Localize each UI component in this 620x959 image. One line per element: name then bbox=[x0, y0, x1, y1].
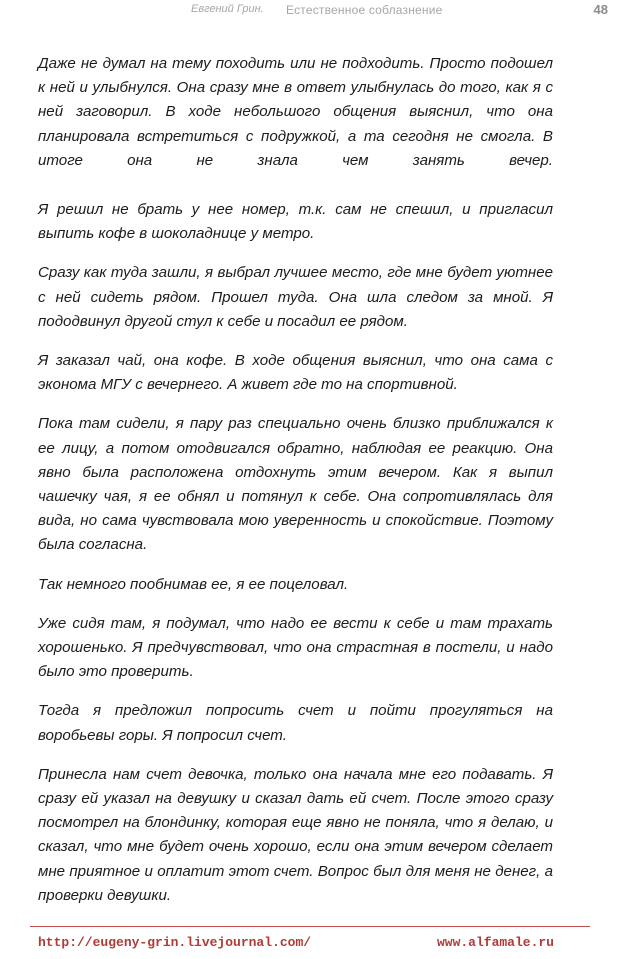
footer-site-link[interactable]: www.alfamale.ru bbox=[436, 935, 554, 950]
header-book-title: Естественное соблазнение bbox=[286, 3, 443, 17]
paragraph: Пока там сидели, я пару раз специально очень близко приближался к ее лицу, а потом отодвигался обратно, наблюдая ее реакцию. Она явно была расположена отдохнуть этим вечером. Как я выпил чашечку чая, я ее обнял и потянул к себе. Она сопротивлялась для вида, но сама чувствовала мою уверенность и спокойствие. Поэтому была согласна. bbox=[38, 415, 553, 554]
page-header bbox=[0, 0, 620, 22]
paragraph: Так немного пообнимав ее, я ее поцеловал. bbox=[38, 575, 349, 593]
paragraph: Принесла нам счет девочка, только она начала мне его подавать. Я сразу ей указал на девушку и сказал дать ей счет. После этого сразу посмотрел на блондинку, которая еще явно не поняла, что я делаю, и сказал, что мне будет очень хорошо, если она этим вечером сделает мне приятное и оплатит этот счет. Вопрос был для меня не денег, а проверки девушки. bbox=[38, 765, 553, 904]
header-author: Евгений Грин. bbox=[191, 3, 264, 15]
footer-livejournal-link[interactable]: http://eugeny-grin.livejournal.com/ bbox=[38, 935, 312, 950]
footer-divider bbox=[30, 926, 590, 927]
paragraph: Я решил не брать у нее номер, т.к. сам не спешил, и пригласил выпить кофе в шоколаднице у метро. bbox=[38, 201, 553, 243]
paragraph: Тогда я предложил попросить счет и пойти прогуляться на воробьевы горы. Я попросил счет. bbox=[38, 702, 553, 744]
paragraph: Уже сидя там, я подумал, что надо ее вести к себе и там трахать хорошенько. Я предчувствовал, что она страстная в постели, и надо было это проверить. bbox=[38, 614, 553, 681]
page-body bbox=[38, 52, 553, 923]
paragraph: Я заказал чай, она кофе. В ходе общения выяснил, что она сама с эконома МГУ с вечернего. А живет где то на спортивной. bbox=[38, 352, 553, 394]
paragraph: Сразу как туда зашли, я выбрал лучшее место, где мне будет уютнее с ней сидеть рядом. Прошел туда. Она шла следом за мной. Я пододвинул другой стул к себе и посадил ее рядом. bbox=[38, 264, 553, 330]
page-number: 48 bbox=[593, 2, 608, 17]
paragraph: Даже не думал на тему походить или не подходить. Просто подошел к ней и улыбнулся. Она сразу мне в ответ улыбнулась до того, как я с ней заговорил. В ходе небольшого общения выяснил, что она планировала встретиться с подружкой, а та сегодня не смогла. В итоге она не знала чем занять вечер. bbox=[38, 55, 553, 169]
